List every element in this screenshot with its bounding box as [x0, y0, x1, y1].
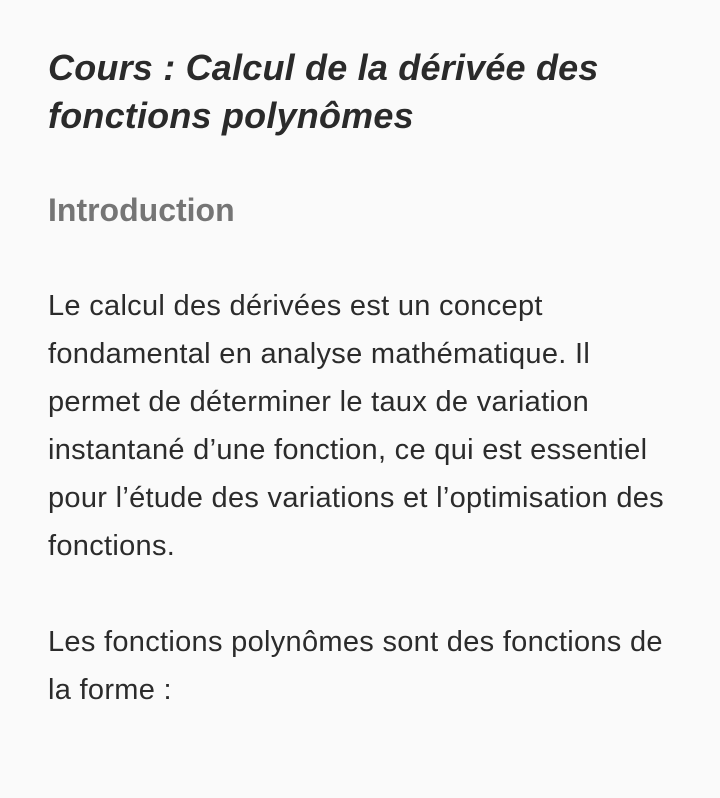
- intro-paragraph: Le calcul des dérivées est un concept fondamental en analyse mathématique. Il permet de déterminer le taux de variation instantané d’une fonction, ce qui est essentiel pour l’étude des variations et l’optimisation des fonctions.: [48, 290, 664, 562]
- polynomial-definition-paragraph: Les fonctions polynômes sont des fonctions de la forme :: [48, 626, 663, 706]
- section-heading-introduction: Introduction: [48, 192, 235, 228]
- page-title: Cours : Calcul de la dérivée des fonctions polynômes: [48, 47, 599, 136]
